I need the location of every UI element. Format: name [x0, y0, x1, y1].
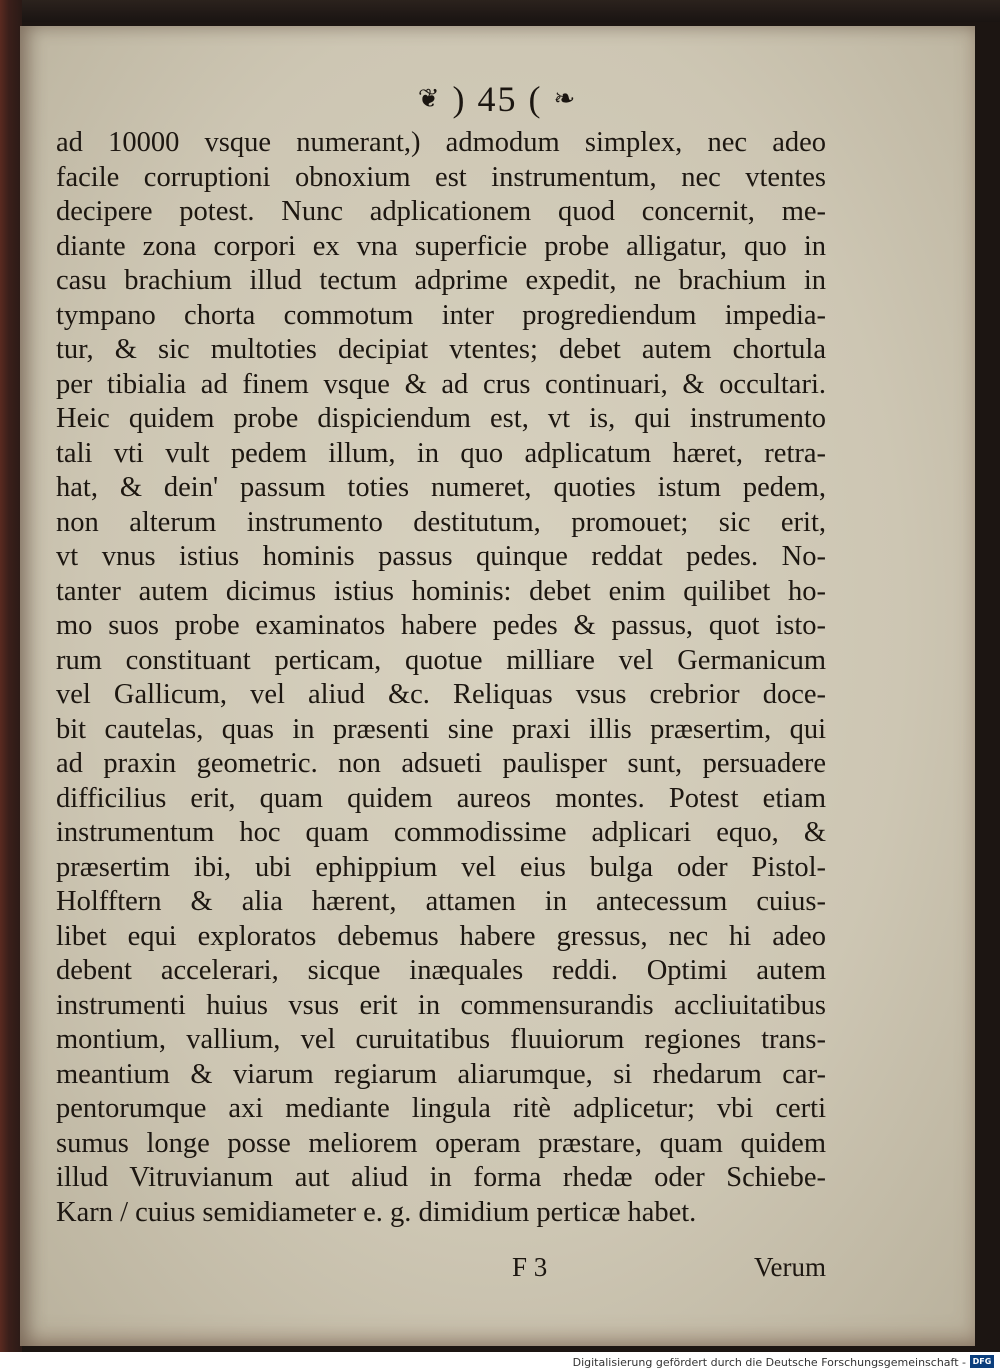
text-line: hat, & dein' passum toties numeret, quoties istum pedem, [56, 472, 826, 503]
text-line: rum constituant perticam, quotue milliare vel Germanicum [56, 644, 826, 676]
right-ornament-icon: ❧ [553, 84, 578, 113]
text-line: Heic quidem probe dispiciendum est, vt is, qui instrumento [56, 403, 826, 434]
text-line: debent accelerari, sicque inæquales reddi. Optimi autem [56, 955, 826, 986]
text-line: libet equi exploratos debemus habere gressus, nec hi adeo [56, 920, 826, 952]
text-line: sumus longe posse meliorem operam præstare, quam quidem [56, 1127, 826, 1159]
book-page [20, 26, 975, 1346]
text-line: tanter autem dicimus istius hominis: debet enim quilibet ho- [56, 575, 826, 607]
text-line: montium, vallium, vel curuitatibus fluuiorum regiones trans- [56, 1024, 826, 1055]
text-line: ad praxin geometric. non adsueti paulisper sunt, persuadere [56, 748, 826, 779]
text-line: tympano chorta commotum inter progrediendum impedia- [56, 299, 826, 331]
text-line: bit cautelas, quas in præsenti sine praxi illis præsertim, qui [56, 713, 826, 745]
catchline [56, 1252, 826, 1286]
text-line: tali vti vult pedem illum, in quo adplicatum hæret, retra- [56, 437, 826, 469]
page-number: ) 45 ( [452, 79, 543, 119]
text-line: difficilius erit, quam quidem aureos montes. Potest etiam [56, 782, 826, 814]
text-line: Karn / cuius semidiameter e. g. dimidium perticæ habet. [56, 1196, 697, 1228]
text-line: Holfftern & alia hærent, attamen in antecessum cuius- [56, 886, 826, 917]
text-line: non alterum instrumento destitutum, promouet; sic erit, [56, 506, 826, 538]
text-line: instrumentum hoc quam commodissime adplicari equo, & [56, 817, 826, 848]
text-line: instrumenti huius vsus erit in commensurandis accliuitatibus [56, 989, 826, 1021]
book-binding-edge [0, 0, 22, 1352]
text-line: illud Vitruvianum aut aliud in forma rhedæ oder Schiebe- [56, 1162, 826, 1193]
left-ornament-icon: ❦ [417, 84, 442, 113]
text-line: vel Gallicum, vel aliud &c. Reliquas vsus crebrior doce- [56, 679, 826, 710]
text-line: per tibialia ad finem vsque & ad crus continuari, & occultari. [56, 368, 826, 400]
text-line: ad 10000 vsque numerant,) admodum simplex, nec adeo [56, 127, 826, 158]
text-line: facile corruptioni obnoxium est instrumentum, nec vtentes [56, 161, 826, 193]
signature-mark: F 3 [512, 1252, 548, 1282]
text-line: mo suos probe examinatos habere pedes & passus, quot isto- [56, 610, 826, 641]
dfg-logo: DFG [970, 1355, 994, 1368]
text-line: decipere potest. Nunc adplicationem quod concernit, me- [56, 196, 826, 227]
text-line: meantium & viarum regiarum aliarumque, si rhedarum car- [56, 1058, 826, 1090]
page-header [20, 78, 975, 120]
text-line: casu brachium illud tectum adprime expedit, ne brachium in [56, 265, 826, 296]
text-line: pentorumque axi mediante lingula ritè adplicetur; vbi certi [56, 1093, 826, 1124]
text-line: tur, & sic multoties decipiat vtentes; debet autem chortula [56, 334, 826, 365]
text-line: vt vnus istius hominis passus quinque reddat pedes. No- [56, 541, 826, 572]
text-line: diante zona corpori ex vna superficie probe alligatur, quo in [56, 230, 826, 262]
text-line: præsertim ibi, ubi ephippium vel eius bulga oder Pistol- [56, 851, 826, 883]
digitization-credit: Digitalisierung gefördert durch die Deutsche Forschungsgemeinschaft - [572, 1356, 966, 1369]
body-text [56, 126, 826, 1230]
catchword: Verum [754, 1252, 826, 1282]
book-top-edge [22, 0, 1000, 22]
